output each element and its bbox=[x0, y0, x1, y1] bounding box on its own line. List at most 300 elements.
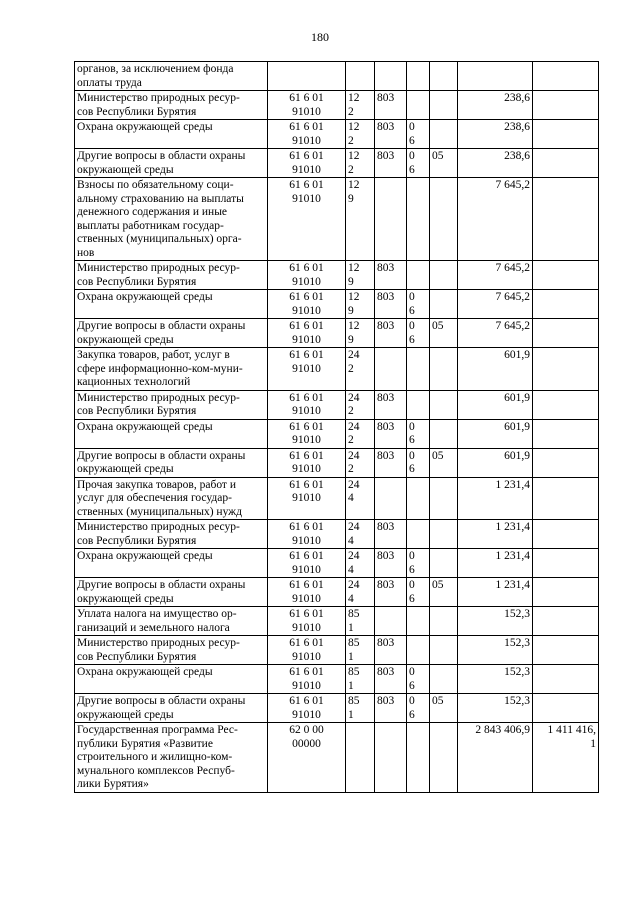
amount-cell-text: 238,6 bbox=[504, 92, 530, 104]
amount-cell-text: 1 231,4 bbox=[495, 550, 530, 562]
subsection-cell bbox=[430, 62, 458, 91]
ministry-code-cell bbox=[375, 636, 407, 665]
section-cell-line: 0 bbox=[409, 666, 415, 678]
target-code-cell-line: 61 6 01 bbox=[289, 666, 324, 678]
expense-type-cell bbox=[346, 665, 375, 694]
amount-cell-text: 152,3 bbox=[504, 608, 530, 620]
amount-cell bbox=[458, 578, 533, 607]
target-code-cell bbox=[268, 178, 346, 261]
target-code-cell bbox=[268, 694, 346, 723]
ministry-code-cell-text: 803 bbox=[377, 391, 395, 404]
budget-table bbox=[74, 61, 599, 793]
amount-extra-cell bbox=[533, 665, 599, 694]
section-cell bbox=[407, 578, 430, 607]
expense-type-cell bbox=[346, 723, 375, 793]
target-code-cell-line: 91010 bbox=[292, 592, 321, 605]
section-cell bbox=[407, 448, 430, 477]
amount-cell bbox=[458, 694, 533, 723]
expense-type-cell bbox=[346, 636, 375, 665]
table-row bbox=[75, 723, 599, 793]
section-cell-line: 0 bbox=[409, 150, 415, 162]
amount-cell bbox=[458, 723, 533, 793]
subsection-cell bbox=[430, 549, 458, 578]
target-code-cell bbox=[268, 91, 346, 120]
section-cell-line: 0 bbox=[409, 449, 415, 462]
amount-cell bbox=[458, 261, 533, 290]
row-name-cell-line: Министерство природных ресур- bbox=[77, 92, 240, 104]
row-name-cell bbox=[75, 149, 268, 178]
section-cell bbox=[407, 636, 430, 665]
expense-type-cell bbox=[346, 520, 375, 549]
target-code-cell bbox=[268, 390, 346, 419]
subsection-cell bbox=[430, 520, 458, 549]
amount-cell bbox=[458, 448, 533, 477]
section-cell bbox=[407, 149, 430, 178]
amount-cell-text: 7 645,2 bbox=[495, 179, 530, 191]
amount-extra-cell bbox=[533, 694, 599, 723]
amount-extra-cell bbox=[533, 120, 599, 149]
row-name-cell-line: Другие вопросы в области охраны bbox=[77, 579, 246, 591]
section-cell-line: 6 bbox=[409, 434, 415, 446]
section-cell bbox=[407, 290, 430, 319]
subsection-cell-text: 05 bbox=[432, 150, 444, 162]
target-code-cell-line: 91010 bbox=[292, 304, 321, 317]
expense-type-cell-line: 85 bbox=[348, 637, 360, 649]
subsection-cell-text: 05 bbox=[432, 579, 444, 591]
target-code-cell-line: 61 6 01 bbox=[289, 579, 324, 591]
amount-cell-text: 601,9 bbox=[504, 391, 530, 404]
target-code-cell bbox=[268, 448, 346, 477]
target-code-cell-line: 61 6 01 bbox=[289, 291, 324, 303]
amount-cell bbox=[458, 120, 533, 149]
subsection-cell bbox=[430, 319, 458, 348]
row-name-cell bbox=[75, 419, 268, 448]
amount-cell-text: 7 645,2 bbox=[495, 291, 530, 303]
row-name-cell-line: Взносы по обязательному соци- bbox=[77, 179, 234, 191]
target-code-cell-line: 91010 bbox=[292, 163, 321, 176]
amount-cell-text: 152,3 bbox=[504, 637, 530, 649]
subsection-cell bbox=[430, 448, 458, 477]
section-cell-line: 0 bbox=[409, 579, 415, 591]
expense-type-cell-line: 12 bbox=[348, 92, 360, 104]
section-cell-line: 0 bbox=[409, 420, 415, 433]
section-cell-line: 0 bbox=[409, 320, 415, 332]
target-code-cell-line: 62 0 00 bbox=[289, 724, 324, 736]
expense-type-cell-line: 4 bbox=[348, 492, 354, 504]
row-name-cell-line: Министерство природных ресур- bbox=[77, 637, 240, 649]
ministry-code-cell bbox=[375, 694, 407, 723]
ministry-code-cell-text: 803 bbox=[377, 666, 395, 678]
expense-type-cell-line: 12 bbox=[348, 179, 360, 191]
subsection-cell bbox=[430, 477, 458, 520]
table-row bbox=[75, 520, 599, 549]
subsection-cell bbox=[430, 348, 458, 391]
amount-extra-cell-line: 1 411 416, bbox=[547, 724, 596, 736]
subsection-cell bbox=[430, 91, 458, 120]
table-row bbox=[75, 319, 599, 348]
target-code-cell-line: 61 6 01 bbox=[289, 695, 324, 707]
ministry-code-cell-text: 803 bbox=[377, 92, 395, 104]
target-code-cell-line: 61 6 01 bbox=[289, 320, 324, 332]
row-name-cell-line: Другие вопросы в области охраны bbox=[77, 695, 246, 707]
expense-type-cell-line: 2 bbox=[348, 463, 354, 475]
expense-type-cell-line: 2 bbox=[348, 362, 354, 375]
target-code-cell-line: 61 6 01 bbox=[289, 121, 324, 133]
ministry-code-cell bbox=[375, 419, 407, 448]
row-name-cell-line: Другие вопросы в области охраны bbox=[77, 449, 246, 462]
target-code-cell bbox=[268, 149, 346, 178]
expense-type-cell-line: 4 bbox=[348, 592, 354, 605]
section-cell-line: 6 bbox=[409, 679, 415, 692]
row-name-cell-line: окружающей среды bbox=[77, 592, 174, 605]
amount-cell bbox=[458, 549, 533, 578]
row-name-cell bbox=[75, 477, 268, 520]
subsection-cell bbox=[430, 607, 458, 636]
ministry-code-cell-text: 803 bbox=[377, 420, 395, 433]
row-name-cell-line: Охрана окружающей среды bbox=[77, 550, 213, 562]
ministry-code-cell bbox=[375, 520, 407, 549]
amount-cell bbox=[458, 390, 533, 419]
row-name-cell-line: сов Республики Бурятия bbox=[77, 650, 197, 663]
amount-cell bbox=[458, 607, 533, 636]
expense-type-cell-line: 12 bbox=[348, 291, 360, 303]
row-name-cell-line: Уплата налога на имущество ор- bbox=[77, 608, 237, 620]
row-name-cell-line: оплаты труда bbox=[77, 76, 142, 89]
ministry-code-cell-text: 803 bbox=[377, 637, 395, 649]
expense-type-cell-line: 24 bbox=[348, 521, 360, 533]
target-code-cell-line: 61 6 01 bbox=[289, 449, 324, 462]
expense-type-cell-line: 24 bbox=[348, 478, 360, 491]
table-row bbox=[75, 665, 599, 694]
section-cell bbox=[407, 607, 430, 636]
expense-type-cell-line: 24 bbox=[348, 550, 360, 562]
expense-type-cell bbox=[346, 694, 375, 723]
row-name-cell-line: лики Бурятия» bbox=[77, 778, 149, 790]
ministry-code-cell bbox=[375, 448, 407, 477]
ministry-code-cell-text: 803 bbox=[377, 150, 395, 162]
section-cell bbox=[407, 319, 430, 348]
expense-type-cell-line: 1 bbox=[348, 650, 354, 663]
row-name-cell-line: сов Республики Бурятия bbox=[77, 405, 197, 417]
amount-cell bbox=[458, 91, 533, 120]
amount-cell-text: 601,9 bbox=[504, 349, 530, 361]
row-name-cell-line: сов Республики Бурятия bbox=[77, 105, 197, 118]
section-cell bbox=[407, 520, 430, 549]
expense-type-cell-line: 1 bbox=[348, 708, 354, 721]
expense-type-cell bbox=[346, 319, 375, 348]
expense-type-cell-line: 1 bbox=[348, 679, 354, 692]
expense-type-cell-line: 24 bbox=[348, 349, 360, 361]
amount-cell-text: 1 231,4 bbox=[495, 521, 530, 533]
row-name-cell-line: Министерство природных ресур- bbox=[77, 391, 240, 404]
target-code-cell bbox=[268, 348, 346, 391]
section-cell bbox=[407, 419, 430, 448]
expense-type-cell bbox=[346, 390, 375, 419]
expense-type-cell bbox=[346, 261, 375, 290]
row-name-cell-line: ственных (муниципальных) орга- bbox=[77, 233, 242, 245]
amount-cell bbox=[458, 636, 533, 665]
target-code-cell-line: 61 6 01 bbox=[289, 521, 324, 533]
target-code-cell-line: 61 6 01 bbox=[289, 608, 324, 620]
section-cell bbox=[407, 120, 430, 149]
amount-cell bbox=[458, 62, 533, 91]
table-row bbox=[75, 578, 599, 607]
amount-extra-cell bbox=[533, 520, 599, 549]
expense-type-cell bbox=[346, 178, 375, 261]
section-cell bbox=[407, 178, 430, 261]
amount-cell-text: 601,9 bbox=[504, 420, 530, 433]
subsection-cell-text: 05 bbox=[432, 320, 444, 332]
amount-cell bbox=[458, 178, 533, 261]
section-cell-line: 6 bbox=[409, 163, 415, 176]
section-cell bbox=[407, 549, 430, 578]
target-code-cell-line: 61 6 01 bbox=[289, 391, 324, 404]
target-code-cell bbox=[268, 549, 346, 578]
ministry-code-cell bbox=[375, 178, 407, 261]
ministry-code-cell bbox=[375, 723, 407, 793]
table-row bbox=[75, 62, 599, 91]
section-cell bbox=[407, 477, 430, 520]
ministry-code-cell bbox=[375, 477, 407, 520]
expense-type-cell-line: 2 bbox=[348, 405, 354, 417]
section-cell bbox=[407, 261, 430, 290]
row-name-cell bbox=[75, 607, 268, 636]
amount-extra-cell bbox=[533, 149, 599, 178]
expense-type-cell-line: 9 bbox=[348, 304, 354, 317]
row-name-cell-line: нов bbox=[77, 246, 95, 259]
subsection-cell-text: 05 bbox=[432, 695, 444, 707]
target-code-cell-line: 91010 bbox=[292, 650, 321, 663]
target-code-cell bbox=[268, 607, 346, 636]
row-name-cell-line: публики Бурятия «Развитие bbox=[77, 737, 213, 750]
row-name-cell bbox=[75, 178, 268, 261]
amount-cell-text: 238,6 bbox=[504, 121, 530, 133]
table-row bbox=[75, 636, 599, 665]
row-name-cell bbox=[75, 390, 268, 419]
section-cell bbox=[407, 348, 430, 391]
target-code-cell bbox=[268, 578, 346, 607]
expense-type-cell-line: 24 bbox=[348, 449, 360, 462]
row-name-cell-line: Министерство природных ресур- bbox=[77, 262, 240, 274]
amount-extra-cell bbox=[533, 419, 599, 448]
target-code-cell-line: 91010 bbox=[292, 708, 321, 721]
row-name-cell-line: органов, за исключением фонда bbox=[77, 63, 234, 75]
target-code-cell bbox=[268, 319, 346, 348]
amount-extra-cell bbox=[533, 477, 599, 520]
section-cell bbox=[407, 91, 430, 120]
row-name-cell-line: Министерство природных ресур- bbox=[77, 521, 240, 533]
row-name-cell-line: Прочая закупка товаров, работ и bbox=[77, 478, 236, 491]
row-name-cell-line: кационных технологий bbox=[77, 376, 191, 388]
row-name-cell-line: окружающей среды bbox=[77, 163, 174, 176]
row-name-cell-line: Охрана окружающей среды bbox=[77, 420, 213, 433]
ministry-code-cell bbox=[375, 290, 407, 319]
table-row bbox=[75, 149, 599, 178]
amount-cell bbox=[458, 319, 533, 348]
table-row bbox=[75, 348, 599, 391]
amount-extra-cell bbox=[533, 319, 599, 348]
expense-type-cell-line: 12 bbox=[348, 150, 360, 162]
row-name-cell-line: услуг для обеспечения государ- bbox=[77, 492, 232, 504]
target-code-cell bbox=[268, 62, 346, 91]
row-name-cell-line: сов Республики Бурятия bbox=[77, 275, 197, 288]
subsection-cell-text: 05 bbox=[432, 449, 444, 462]
target-code-cell-line: 61 6 01 bbox=[289, 150, 324, 162]
ministry-code-cell-text: 803 bbox=[377, 579, 395, 591]
row-name-cell-line: окружающей среды bbox=[77, 333, 174, 346]
expense-type-cell bbox=[346, 149, 375, 178]
expense-type-cell-line: 85 bbox=[348, 695, 360, 707]
target-code-cell bbox=[268, 261, 346, 290]
expense-type-cell-line: 24 bbox=[348, 579, 360, 591]
ministry-code-cell bbox=[375, 62, 407, 91]
subsection-cell bbox=[430, 261, 458, 290]
section-cell bbox=[407, 62, 430, 91]
subsection-cell bbox=[430, 636, 458, 665]
section-cell-line: 6 bbox=[409, 592, 415, 605]
amount-cell-text: 601,9 bbox=[504, 449, 530, 462]
target-code-cell-line: 91010 bbox=[292, 679, 321, 692]
amount-cell bbox=[458, 477, 533, 520]
amount-cell-text: 7 645,2 bbox=[495, 262, 530, 274]
row-name-cell bbox=[75, 261, 268, 290]
target-code-cell bbox=[268, 636, 346, 665]
target-code-cell-line: 91010 bbox=[292, 362, 321, 375]
ministry-code-cell bbox=[375, 261, 407, 290]
table-row bbox=[75, 549, 599, 578]
amount-extra-cell bbox=[533, 636, 599, 665]
amount-extra-cell bbox=[533, 549, 599, 578]
amount-cell bbox=[458, 348, 533, 391]
amount-extra-cell bbox=[533, 448, 599, 477]
expense-type-cell-line: 4 bbox=[348, 563, 354, 576]
row-name-cell-line: окружающей среды bbox=[77, 463, 174, 475]
ministry-code-cell-text: 803 bbox=[377, 695, 395, 707]
section-cell-line: 6 bbox=[409, 708, 415, 721]
ministry-code-cell bbox=[375, 319, 407, 348]
target-code-cell-line: 91010 bbox=[292, 492, 321, 504]
table-row bbox=[75, 607, 599, 636]
table-row bbox=[75, 448, 599, 477]
expense-type-cell-line: 12 bbox=[348, 320, 360, 332]
ministry-code-cell bbox=[375, 607, 407, 636]
ministry-code-cell bbox=[375, 149, 407, 178]
target-code-cell-line: 91010 bbox=[292, 463, 321, 475]
ministry-code-cell bbox=[375, 578, 407, 607]
expense-type-cell-line: 85 bbox=[348, 608, 360, 620]
row-name-cell-line: мунального комплексов Респуб- bbox=[77, 764, 235, 777]
amount-cell bbox=[458, 665, 533, 694]
amount-extra-cell bbox=[533, 348, 599, 391]
target-code-cell-line: 61 6 01 bbox=[289, 550, 324, 562]
row-name-cell-line: сов Республики Бурятия bbox=[77, 534, 197, 547]
row-name-cell-line: Другие вопросы в области охраны bbox=[77, 150, 246, 162]
expense-type-cell-line: 9 bbox=[348, 192, 354, 205]
expense-type-cell bbox=[346, 448, 375, 477]
row-name-cell-line: Охрана окружающей среды bbox=[77, 121, 213, 133]
subsection-cell bbox=[430, 390, 458, 419]
target-code-cell-line: 61 6 01 bbox=[289, 420, 324, 433]
amount-cell-text: 1 231,4 bbox=[495, 579, 530, 591]
amount-cell-text: 152,3 bbox=[504, 695, 530, 707]
row-name-cell-line: денежного содержания и иные bbox=[77, 206, 228, 218]
amount-extra-cell bbox=[533, 607, 599, 636]
amount-extra-cell bbox=[533, 390, 599, 419]
expense-type-cell-line: 4 bbox=[348, 534, 354, 547]
target-code-cell bbox=[268, 723, 346, 793]
target-code-cell bbox=[268, 665, 346, 694]
row-name-cell bbox=[75, 578, 268, 607]
table-row bbox=[75, 261, 599, 290]
page-number: 180 bbox=[311, 30, 329, 44]
ministry-code-cell-text: 803 bbox=[377, 449, 395, 462]
expense-type-cell bbox=[346, 607, 375, 636]
subsection-cell bbox=[430, 120, 458, 149]
subsection-cell bbox=[430, 578, 458, 607]
section-cell-line: 0 bbox=[409, 121, 415, 133]
target-code-cell-line: 91010 bbox=[292, 105, 321, 118]
target-code-cell bbox=[268, 120, 346, 149]
amount-extra-cell bbox=[533, 62, 599, 91]
expense-type-cell bbox=[346, 290, 375, 319]
section-cell-line: 6 bbox=[409, 134, 415, 147]
expense-type-cell bbox=[346, 549, 375, 578]
amount-cell-text: 2 843 406,9 bbox=[475, 724, 530, 736]
amount-cell bbox=[458, 290, 533, 319]
expense-type-cell-line: 2 bbox=[348, 134, 354, 147]
row-name-cell bbox=[75, 520, 268, 549]
ministry-code-cell-text: 803 bbox=[377, 291, 395, 303]
row-name-cell bbox=[75, 549, 268, 578]
amount-extra-cell bbox=[533, 290, 599, 319]
section-cell-line: 6 bbox=[409, 463, 415, 475]
expense-type-cell bbox=[346, 120, 375, 149]
target-code-cell-line: 91010 bbox=[292, 563, 321, 576]
target-code-cell-line: 61 6 01 bbox=[289, 92, 324, 104]
expense-type-cell bbox=[346, 348, 375, 391]
expense-type-cell-line: 12 bbox=[348, 121, 360, 133]
amount-extra-cell bbox=[533, 723, 599, 793]
amount-extra-cell bbox=[533, 261, 599, 290]
row-name-cell-line: ственных (муниципальных) нужд bbox=[77, 505, 242, 518]
target-code-cell-line: 91010 bbox=[292, 192, 321, 205]
target-code-cell bbox=[268, 477, 346, 520]
expense-type-cell-line: 2 bbox=[348, 163, 354, 176]
amount-cell bbox=[458, 520, 533, 549]
expense-type-cell bbox=[346, 578, 375, 607]
row-name-cell bbox=[75, 665, 268, 694]
amount-cell-text: 7 645,2 bbox=[495, 320, 530, 332]
subsection-cell bbox=[430, 149, 458, 178]
target-code-cell-line: 61 6 01 bbox=[289, 179, 324, 191]
expense-type-cell-line: 9 bbox=[348, 333, 354, 346]
row-name-cell bbox=[75, 319, 268, 348]
amount-cell-text: 1 231,4 bbox=[495, 478, 530, 491]
table-row bbox=[75, 290, 599, 319]
ministry-code-cell bbox=[375, 390, 407, 419]
expense-type-cell-line: 9 bbox=[348, 275, 354, 288]
row-name-cell bbox=[75, 62, 268, 91]
expense-type-cell-line: 24 bbox=[348, 391, 360, 404]
subsection-cell bbox=[430, 665, 458, 694]
subsection-cell bbox=[430, 694, 458, 723]
target-code-cell-line: 91010 bbox=[292, 333, 321, 346]
ministry-code-cell bbox=[375, 348, 407, 391]
subsection-cell bbox=[430, 723, 458, 793]
amount-cell-text: 238,6 bbox=[504, 150, 530, 162]
expense-type-cell-line: 1 bbox=[348, 621, 354, 634]
section-cell-line: 0 bbox=[409, 550, 415, 562]
